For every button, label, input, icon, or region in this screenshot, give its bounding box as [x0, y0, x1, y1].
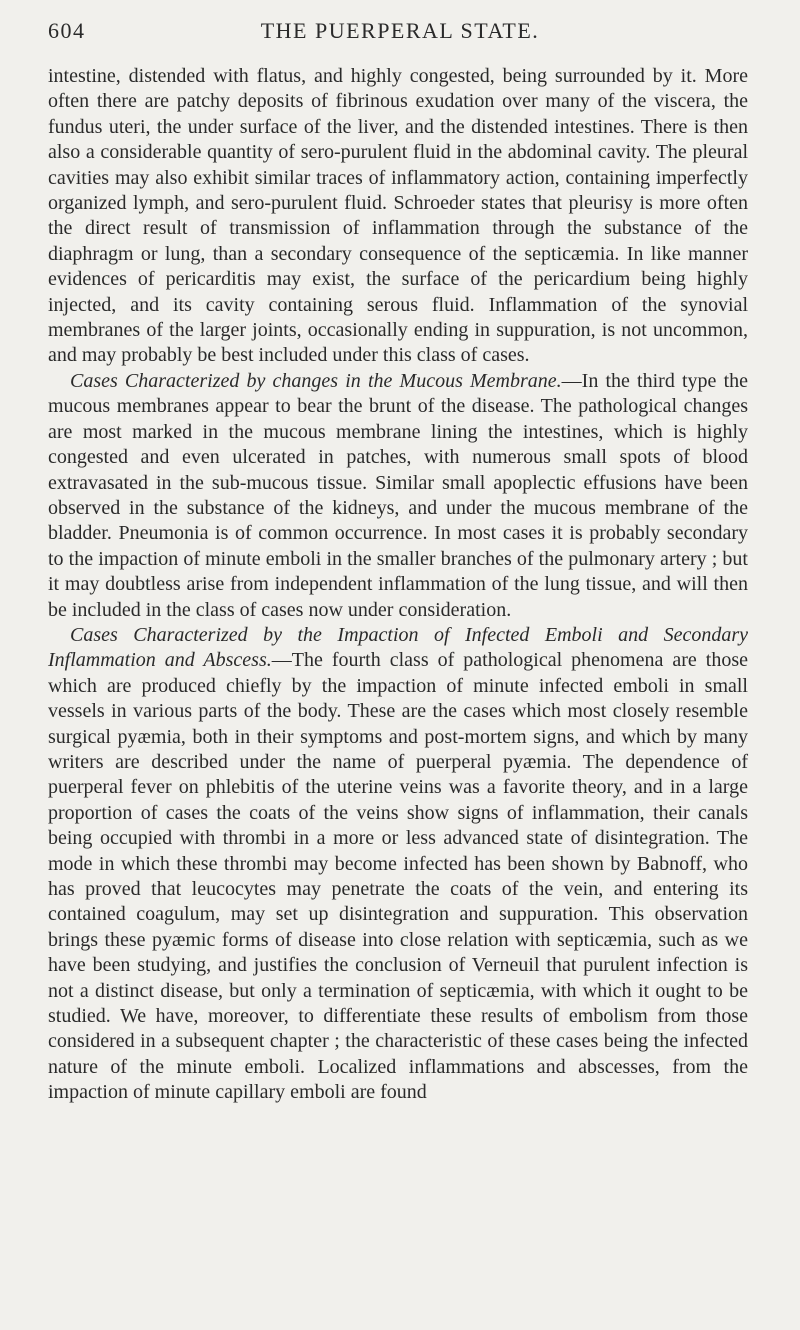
- paragraph-infected-emboli: [48, 623, 748, 1106]
- paragraph-text: —In the third type the mucous membranes appear to bear the brunt of the disease. The pathological changes are most marked in the mucous membrane lining the intestines, which is highly congested and even ulcerated in patches, with numerous small spots of blood extravasated in the sub-mucous tissue. Similar small apoplectic effusions have been observed in the substance of the kidneys, and under the mucous membrane of the bladder. Pneumonia is of common occurrence. In most cases it is probably secondary to the impaction of minute emboli in the smaller branches of the pulmonary artery ; but it may doubtless arise from independent inflammation of the lung tissue, and will then be included in the class of cases now under consideration.: [48, 369, 748, 621]
- section-heading-mucous-membrane: Cases Characterized by changes in the Mucous Membrane.: [70, 369, 562, 392]
- section-heading-infected-emboli: Cases Characterized by the Impaction of Infected Emboli and Secondary Inflammation and Abscess.: [48, 623, 748, 672]
- running-title: THE PUERPERAL STATE.: [260, 18, 540, 43]
- body-text: [48, 64, 748, 1106]
- paragraph-text: —The fourth class of pathological phenomena are those which are produced chiefly by the impaction of minute infected emboli in small vessels in various parts of the body. These are the cases which most closely resemble surgical pyæmia, both in their symptoms and post-mortem signs, and which by many writers are described under the name of puerperal pyæmia. The dependence of puerperal fever on phlebitis of the uterine veins was a favorite theory, and in a large proportion of cases the coats of the veins show signs of inflammation, their canals being occupied with thrombi in a more or less advanced state of disintegration. The mode in which these thrombi may become infected has been shown by Babnoff, who has proved that leucocytes may penetrate the coats of the vein, and entering its contained coagulum, may set up disintegration and suppuration. This observation brings these pyæmic forms of disease into close relation with septicæmia, such as we have been studying, and justifies the conclusion of Verneuil that purulent infection is not a distinct disease, but only a termination of septicæmia, with which it ought to be studied. We have, moreover, to differentiate these results of embolism from those considered in a subsequent chapter ; the characteristic of these cases being the infected nature of the minute emboli. Localized inflammations and abscesses, from the impaction of minute capillary emboli are found: [48, 649, 748, 1104]
- paragraph-text: intestine, distended with flatus, and highly congested, being surrounded by it. More often there are patchy deposits of fibrinous exudation over many of the viscera, the fundus uteri, the under surface of the liver, and the distended intestines. There is then also a considerable quantity of sero-purulent fluid in the abdominal cavity. The pleural cavities may also exhibit similar traces of inflammatory action, containing imperfectly organized lymph, and sero-purulent fluid. Schroeder states that pleurisy is more often the direct result of transmission of inflammation through the substance of the diaphragm or lung, than a secondary consequence of the septicæmia. In like manner evidences of pericarditis may exist, the surface of the pericardium being highly injected, and its cavity containing serous fluid. Inflammation of the synovial membranes of the larger joints, occasionally ending in suppuration, is not uncommon, and may probably be best included under this class of cases.: [48, 65, 748, 367]
- paragraph-continued: [48, 64, 748, 369]
- page-number: 604: [48, 18, 86, 43]
- running-head: [48, 18, 752, 54]
- paragraph-mucous-membrane: [48, 369, 748, 623]
